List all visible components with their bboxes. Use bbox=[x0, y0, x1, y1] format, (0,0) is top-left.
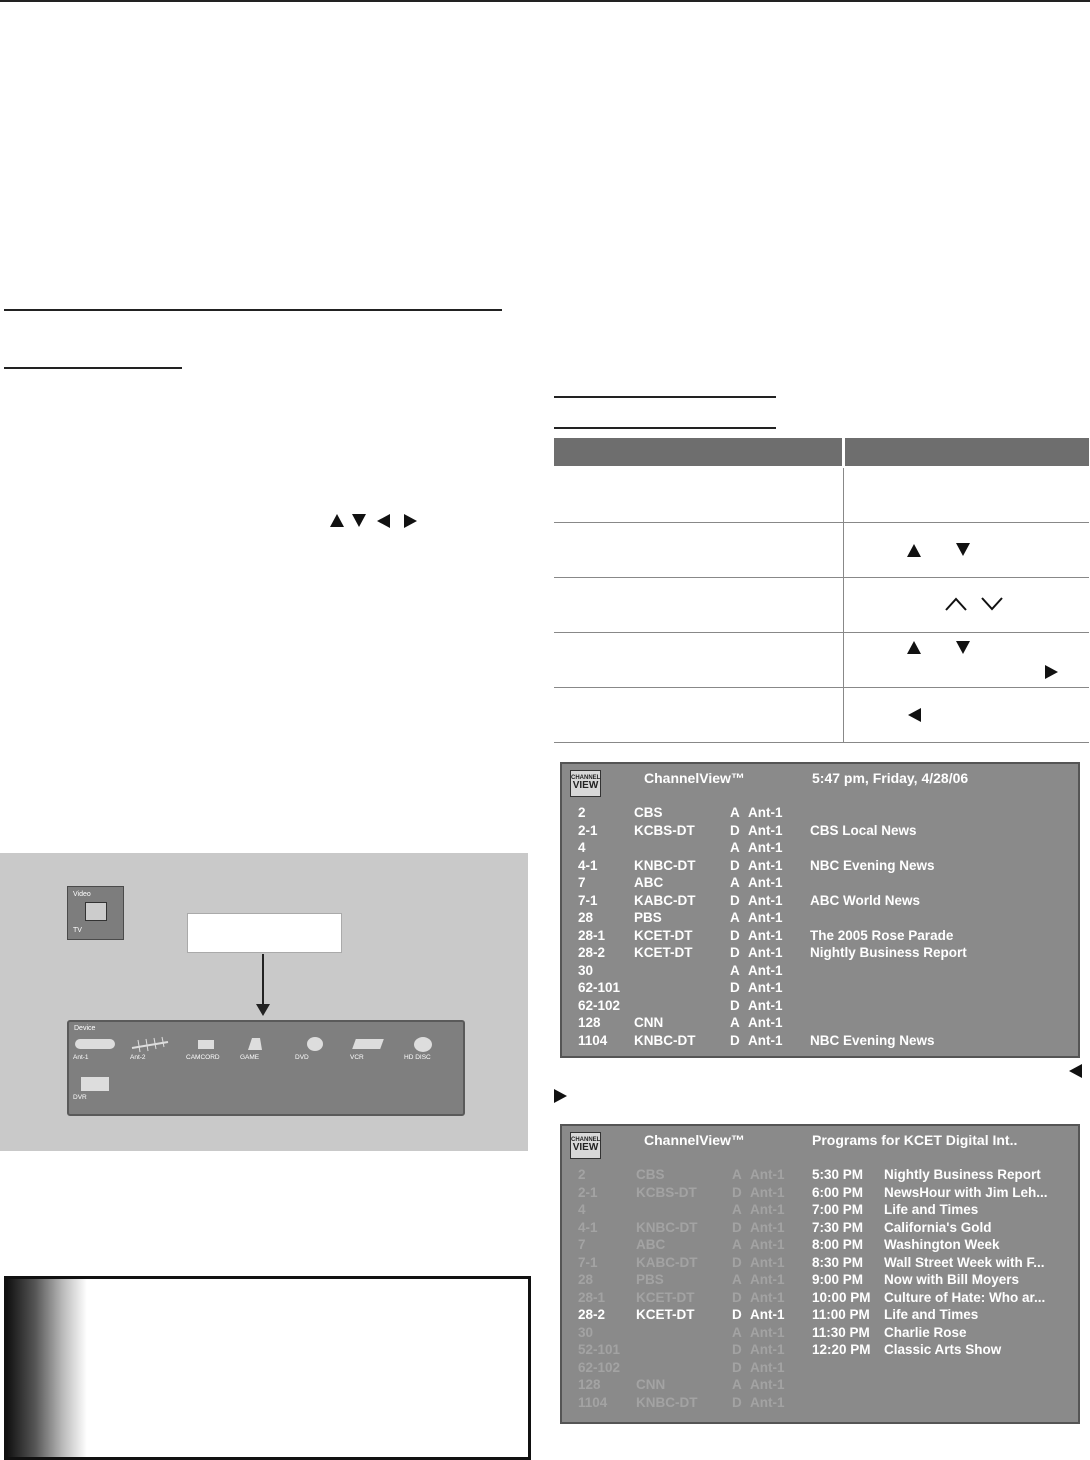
antenna-input: Ant-1 bbox=[750, 1307, 785, 1322]
antenna-input: Ant-1 bbox=[748, 840, 783, 855]
channel-number: 2-1 bbox=[578, 822, 598, 838]
up-arrow-icon bbox=[907, 544, 921, 557]
program-title: CBS Local News bbox=[810, 822, 917, 838]
channel-row[interactable] bbox=[562, 979, 1074, 996]
antenna-input: Ant-1 bbox=[750, 1289, 785, 1305]
program-title: Culture of Hate: Who ar... bbox=[884, 1289, 1046, 1305]
channel-number: 128 bbox=[578, 1377, 601, 1392]
device-hd-disc[interactable] bbox=[404, 1034, 454, 1061]
station-name: ABC bbox=[636, 1237, 666, 1252]
channelview-logo: CHANNEL VIEW bbox=[570, 770, 601, 797]
channel-row[interactable] bbox=[562, 822, 1074, 839]
device-label: VCR bbox=[350, 1054, 364, 1061]
table-row bbox=[554, 523, 1089, 578]
antenna-input: Ant-1 bbox=[750, 1184, 785, 1200]
device-label: Ant-2 bbox=[130, 1054, 146, 1061]
signal-type: D bbox=[732, 1359, 742, 1375]
channel-row[interactable] bbox=[562, 1014, 1074, 1031]
antenna-input: Ant-1 bbox=[750, 1219, 785, 1235]
program-title: NewsHour with Jim Leh... bbox=[884, 1184, 1048, 1200]
program-row[interactable] bbox=[562, 1341, 1074, 1358]
antenna-input: Ant-1 bbox=[748, 997, 783, 1013]
antenna-input: Ant-1 bbox=[748, 927, 783, 943]
signal-type: A bbox=[732, 1167, 742, 1182]
station-name: PBS bbox=[636, 1272, 664, 1287]
callout-arrow bbox=[262, 954, 264, 1006]
antenna-icon bbox=[75, 1039, 115, 1049]
program-time: 8:30 PM bbox=[812, 1254, 864, 1270]
device-game[interactable] bbox=[240, 1034, 290, 1061]
channel-number: 28 bbox=[578, 910, 594, 925]
device-label: GAME bbox=[240, 1054, 260, 1061]
station-name: PBS bbox=[634, 910, 662, 925]
channel-number: 4 bbox=[578, 840, 586, 855]
station-name: KCET-DT bbox=[636, 1307, 695, 1322]
channel-number: 7 bbox=[578, 1237, 586, 1252]
channel-number: 28-1 bbox=[578, 1289, 606, 1305]
station-name: KCBS-DT bbox=[636, 1184, 697, 1200]
signal-type: D bbox=[732, 1219, 742, 1235]
channel-row[interactable] bbox=[562, 1376, 802, 1393]
tv-label: TV bbox=[73, 927, 82, 934]
device-ant-1[interactable] bbox=[73, 1034, 123, 1061]
signal-type: D bbox=[730, 857, 740, 873]
program-time: 10:00 PM bbox=[812, 1289, 871, 1305]
channelview-timestamp: 5:47 pm, Friday, 4/28/06 bbox=[812, 770, 969, 786]
channel-row[interactable] bbox=[562, 927, 1074, 944]
channel-number: 4-1 bbox=[578, 1219, 598, 1235]
device-label: CAMCORD bbox=[186, 1054, 220, 1061]
program-time: 9:00 PM bbox=[812, 1272, 864, 1287]
signal-type: D bbox=[730, 945, 740, 960]
signal-type: A bbox=[730, 1015, 740, 1030]
antenna-input: Ant-1 bbox=[750, 1324, 785, 1340]
program-row[interactable] bbox=[562, 1254, 1074, 1271]
program-time: 7:00 PM bbox=[812, 1202, 864, 1217]
program-row[interactable] bbox=[562, 1306, 1074, 1323]
signal-type: D bbox=[730, 892, 740, 908]
program-time: 11:00 PM bbox=[812, 1307, 870, 1322]
channel-number: 30 bbox=[578, 962, 594, 978]
signal-type: A bbox=[732, 1272, 742, 1287]
channel-row[interactable] bbox=[562, 1394, 802, 1411]
signal-type: A bbox=[730, 840, 740, 855]
signal-type: A bbox=[730, 875, 740, 890]
signal-type: D bbox=[730, 980, 740, 995]
down-arrow-icon bbox=[956, 641, 970, 654]
channel-number: 2 bbox=[578, 805, 586, 820]
up-arrow-icon bbox=[330, 514, 344, 527]
channel-row[interactable] bbox=[562, 839, 1074, 856]
table-heading-rule-1 bbox=[554, 396, 776, 398]
device-label: DVD bbox=[295, 1054, 309, 1061]
antenna-input: Ant-1 bbox=[748, 857, 783, 873]
channelview-title: ChannelView™ bbox=[644, 770, 745, 786]
table-row bbox=[554, 578, 1089, 633]
down-arrow-icon bbox=[956, 543, 970, 556]
signal-type: D bbox=[730, 1032, 740, 1048]
antenna-input: Ant-1 bbox=[748, 1015, 783, 1030]
antenna-input: Ant-1 bbox=[748, 822, 783, 838]
game-controller-icon bbox=[240, 1034, 270, 1054]
callout-arrowhead bbox=[256, 1004, 270, 1016]
program-time: 8:00 PM bbox=[812, 1237, 864, 1252]
right-arrow-icon bbox=[404, 514, 417, 528]
station-name: KABC-DT bbox=[634, 892, 696, 908]
program-title: Now with Bill Moyers bbox=[884, 1272, 1020, 1287]
program-title: Classic Arts Show bbox=[884, 1342, 1002, 1357]
channel-number: 52-101 bbox=[578, 1342, 621, 1357]
signal-type: A bbox=[730, 910, 740, 925]
signal-type: A bbox=[732, 1377, 742, 1392]
antenna-input: Ant-1 bbox=[748, 805, 783, 820]
table-row bbox=[554, 688, 1089, 743]
signal-type: A bbox=[730, 962, 740, 978]
device-label: Device bbox=[74, 1025, 96, 1032]
device-dvd[interactable] bbox=[295, 1034, 345, 1061]
channel-number: 7-1 bbox=[578, 1254, 598, 1270]
antenna-input: Ant-1 bbox=[748, 945, 783, 960]
signal-type: D bbox=[730, 822, 740, 838]
channel-number: 28-2 bbox=[578, 1307, 606, 1322]
program-row[interactable] bbox=[562, 1236, 1074, 1253]
antenna-icon bbox=[130, 1034, 170, 1054]
channel-row[interactable] bbox=[562, 909, 1074, 926]
channel-row[interactable] bbox=[562, 804, 1074, 821]
program-time: 12:20 PM bbox=[812, 1342, 871, 1357]
antenna-input: Ant-1 bbox=[748, 910, 783, 925]
chevron-up-icon bbox=[944, 596, 968, 612]
channelview-logo: CHANNEL VIEW bbox=[570, 1132, 601, 1159]
table-row bbox=[554, 468, 1089, 523]
device-label: Ant-1 bbox=[73, 1054, 89, 1061]
station-name: CNN bbox=[634, 1015, 664, 1030]
program-row[interactable] bbox=[562, 1271, 1074, 1288]
table-header-cell bbox=[554, 438, 842, 466]
station-name: KCET-DT bbox=[634, 945, 693, 960]
channel-number: 2 bbox=[578, 1167, 586, 1182]
antenna-input: Ant-1 bbox=[750, 1254, 785, 1270]
antenna-input: Ant-1 bbox=[750, 1272, 785, 1287]
station-name: CNN bbox=[636, 1377, 666, 1392]
program-time: 7:30 PM bbox=[812, 1219, 864, 1235]
up-arrow-icon bbox=[907, 641, 921, 654]
right-arrow-icon bbox=[554, 1089, 567, 1103]
program-row[interactable] bbox=[562, 1289, 1074, 1306]
program-title: Washington Week bbox=[884, 1237, 1000, 1252]
station-name: KNBC-DT bbox=[634, 1032, 696, 1048]
section-heading-rule bbox=[4, 309, 502, 311]
top-rule bbox=[0, 0, 1090, 2]
vcr-icon bbox=[352, 1039, 384, 1049]
station-name: KCBS-DT bbox=[634, 822, 695, 838]
down-arrow-icon bbox=[352, 514, 366, 527]
antenna-input: Ant-1 bbox=[748, 1032, 783, 1048]
channel-number: 2-1 bbox=[578, 1184, 598, 1200]
program-title: Life and Times bbox=[884, 1307, 979, 1322]
channelview-screen bbox=[560, 762, 1080, 1058]
program-title: Nightly Business Report bbox=[884, 1167, 1041, 1182]
program-time: 5:30 PM bbox=[812, 1167, 864, 1182]
station-name: KABC-DT bbox=[636, 1254, 698, 1270]
channel-number: 7 bbox=[578, 875, 586, 890]
table-row bbox=[554, 633, 1089, 688]
station-name: CBS bbox=[634, 805, 663, 820]
signal-type: D bbox=[732, 1342, 742, 1357]
channel-row[interactable] bbox=[562, 892, 1074, 909]
program-title: ABC World News bbox=[810, 892, 921, 908]
program-time: 6:00 PM bbox=[812, 1184, 864, 1200]
program-title: The 2005 Rose Parade bbox=[810, 927, 954, 943]
antenna-input: Ant-1 bbox=[750, 1202, 785, 1217]
hd-disc-icon bbox=[414, 1037, 432, 1052]
station-name: KCET-DT bbox=[634, 927, 693, 943]
program-title: Charlie Rose bbox=[884, 1324, 967, 1340]
left-arrow-icon bbox=[377, 514, 390, 528]
navigation-arrows bbox=[330, 512, 417, 528]
program-row[interactable] bbox=[562, 1324, 1074, 1341]
antenna-input: Ant-1 bbox=[750, 1342, 785, 1357]
antenna-input: Ant-1 bbox=[750, 1237, 785, 1252]
channel-row[interactable] bbox=[562, 874, 1074, 891]
antenna-input: Ant-1 bbox=[748, 962, 783, 978]
device-camcord[interactable] bbox=[186, 1034, 236, 1061]
channel-number: 62-102 bbox=[578, 997, 621, 1013]
note-box bbox=[4, 1276, 531, 1460]
device-dvr[interactable] bbox=[73, 1074, 123, 1101]
left-arrow-icon bbox=[908, 708, 921, 722]
channel-number: 7-1 bbox=[578, 892, 598, 908]
channelview-program-heading: Programs for KCET Digital Int.. bbox=[812, 1132, 1018, 1148]
device-label: HD DISC bbox=[404, 1054, 431, 1061]
station-name: CBS bbox=[636, 1167, 665, 1182]
subheading-rule bbox=[4, 367, 182, 369]
antenna-input: Ant-1 bbox=[750, 1377, 785, 1392]
dvr-icon bbox=[81, 1077, 109, 1091]
program-row[interactable] bbox=[562, 1184, 1074, 1201]
signal-type: D bbox=[732, 1394, 742, 1410]
program-time: 11:30 PM bbox=[812, 1324, 870, 1340]
signal-type: A bbox=[732, 1324, 742, 1340]
channel-row[interactable] bbox=[562, 1359, 802, 1376]
channel-number: 28-1 bbox=[578, 927, 606, 943]
channel-number: 62-102 bbox=[578, 1359, 621, 1375]
channel-row[interactable] bbox=[562, 1032, 1074, 1049]
station-name: KNBC-DT bbox=[636, 1219, 698, 1235]
program-title: NBC Evening News bbox=[810, 1032, 935, 1048]
note-gradient-bar bbox=[7, 1279, 87, 1457]
signal-type: D bbox=[730, 997, 740, 1013]
program-title: Life and Times bbox=[884, 1202, 979, 1217]
channel-number: 30 bbox=[578, 1324, 594, 1340]
channel-row[interactable] bbox=[562, 944, 1074, 961]
signal-type: A bbox=[732, 1202, 742, 1217]
table-header bbox=[554, 438, 1089, 466]
channelview-title: ChannelView™ bbox=[644, 1132, 745, 1148]
antenna-input: Ant-1 bbox=[750, 1394, 785, 1410]
channel-row[interactable] bbox=[562, 997, 1074, 1014]
program-title: Wall Street Week with F... bbox=[884, 1254, 1045, 1270]
antenna-input: Ant-1 bbox=[748, 980, 783, 995]
channel-number: 4 bbox=[578, 1202, 586, 1217]
video-label: Video bbox=[73, 891, 91, 898]
station-name: ABC bbox=[634, 875, 664, 890]
station-name: KNBC-DT bbox=[636, 1394, 698, 1410]
table-heading-rule-2 bbox=[554, 427, 776, 429]
program-title: California's Gold bbox=[884, 1219, 992, 1235]
left-arrow-icon bbox=[1069, 1064, 1082, 1078]
device-label: DVR bbox=[73, 1094, 87, 1101]
program-row[interactable] bbox=[562, 1201, 1074, 1218]
station-name: KNBC-DT bbox=[634, 857, 696, 873]
signal-type: D bbox=[732, 1184, 742, 1200]
program-title: NBC Evening News bbox=[810, 857, 935, 873]
antenna-input: Ant-1 bbox=[748, 875, 783, 890]
television-icon bbox=[85, 902, 107, 921]
antenna-input: Ant-1 bbox=[748, 892, 783, 908]
signal-type: D bbox=[730, 927, 740, 943]
table-header-cell bbox=[845, 438, 1089, 466]
channel-number: 1104 bbox=[578, 1394, 608, 1410]
channel-number: 28 bbox=[578, 1272, 594, 1287]
callout-box bbox=[187, 913, 342, 953]
channelview-programs-screen bbox=[560, 1124, 1080, 1424]
channel-number: 1104 bbox=[578, 1032, 608, 1048]
channel-number: 128 bbox=[578, 1015, 601, 1030]
signal-type: A bbox=[730, 805, 740, 820]
device-vcr[interactable] bbox=[350, 1034, 400, 1061]
signal-type: D bbox=[732, 1307, 742, 1322]
channel-row[interactable] bbox=[562, 857, 1074, 874]
channel-row[interactable] bbox=[562, 962, 1074, 979]
right-arrow-icon bbox=[1045, 665, 1058, 679]
channel-number: 4-1 bbox=[578, 857, 598, 873]
device-ant-2[interactable] bbox=[130, 1034, 180, 1061]
antenna-input: Ant-1 bbox=[750, 1167, 785, 1182]
program-row[interactable] bbox=[562, 1166, 1074, 1183]
disc-icon bbox=[307, 1037, 323, 1051]
channel-number: 62-101 bbox=[578, 980, 621, 995]
program-title: Nightly Business Report bbox=[810, 945, 967, 960]
device-selection-bar bbox=[67, 1020, 465, 1116]
chevron-down-icon bbox=[980, 596, 1004, 612]
station-name: KCET-DT bbox=[636, 1289, 695, 1305]
channel-number: 28-2 bbox=[578, 945, 606, 960]
video-tv-icon bbox=[67, 886, 124, 940]
signal-type: D bbox=[732, 1289, 742, 1305]
signal-type: D bbox=[732, 1254, 742, 1270]
antenna-input: Ant-1 bbox=[750, 1359, 785, 1375]
camcorder-icon bbox=[198, 1040, 214, 1049]
program-row[interactable] bbox=[562, 1219, 1074, 1236]
signal-type: A bbox=[732, 1237, 742, 1252]
